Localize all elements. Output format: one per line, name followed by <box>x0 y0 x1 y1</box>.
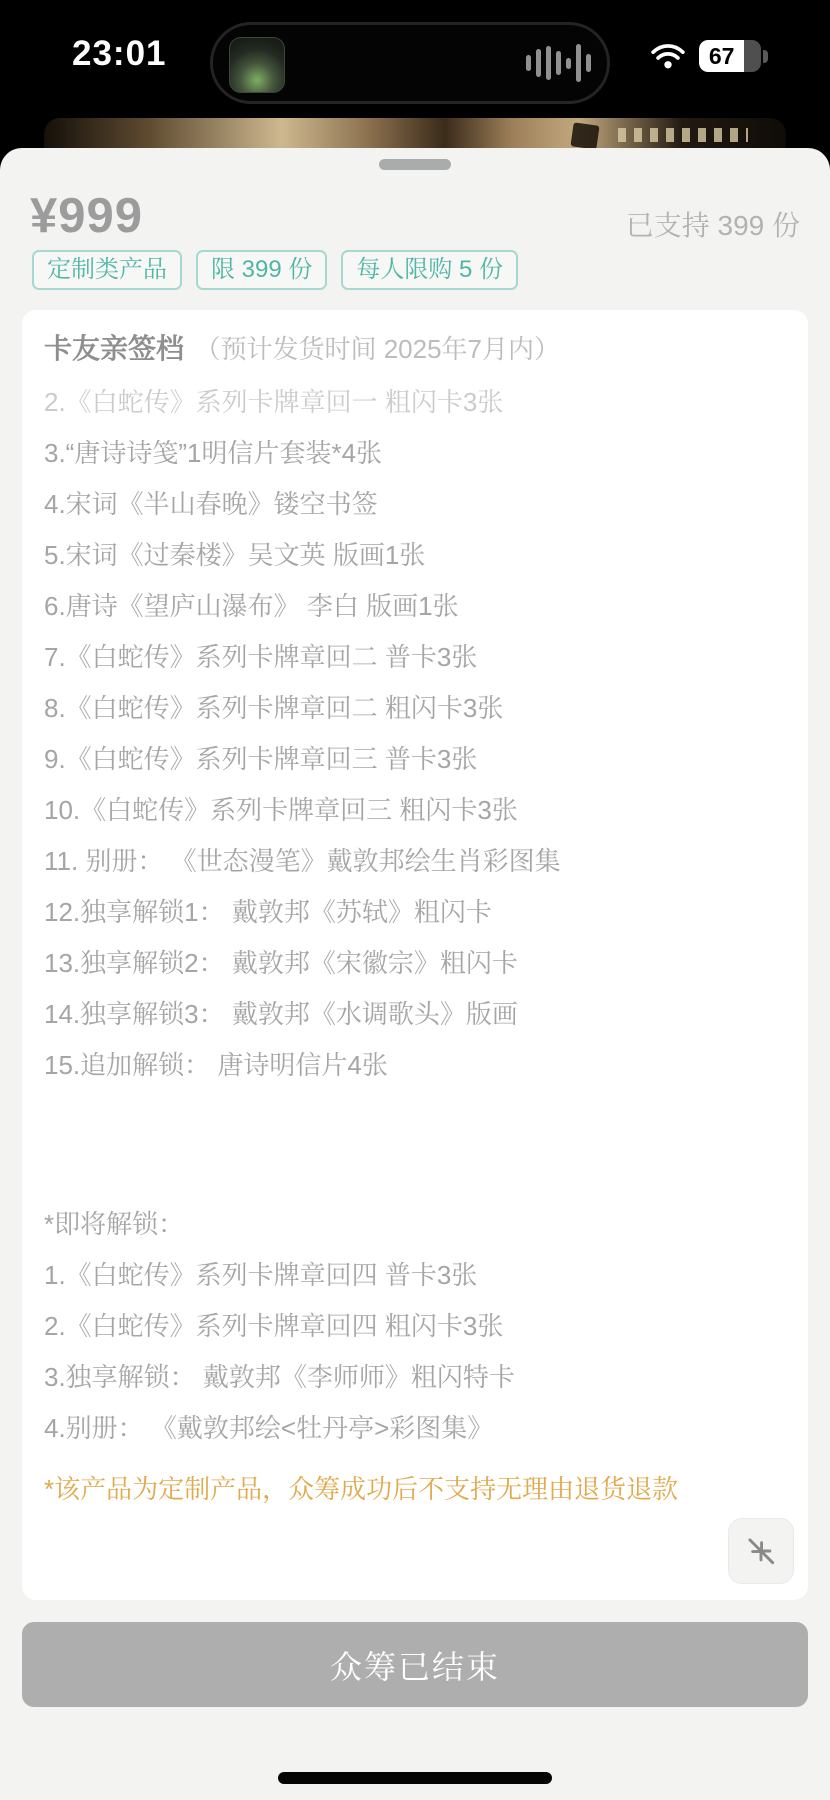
home-indicator[interactable] <box>278 1772 552 1784</box>
list-item: 7.《白蛇传》系列卡牌章回二 普卡3张 <box>44 642 478 672</box>
tag-limit-per-person: 每人限购 5 份 <box>341 250 518 290</box>
now-playing-thumbnail-icon <box>229 37 285 93</box>
list-item: 15.追加解锁： 唐诗明信片4张 <box>44 1050 388 1080</box>
tier-detail-card[interactable] <box>22 310 808 1600</box>
seal-mark <box>570 122 599 149</box>
upcoming-item: 2.《白蛇传》系列卡牌章回四 粗闪卡3张 <box>44 1311 504 1341</box>
upcoming-item: 3.独享解锁： 戴敦邦《李师师》粗闪特卡 <box>44 1362 515 1392</box>
price-row <box>30 190 800 244</box>
list-item: 10.《白蛇传》系列卡牌章回三 粗闪卡3张 <box>44 795 518 825</box>
tier-name: 卡友亲签档 <box>44 333 185 364</box>
supported-count: 已支持 399 份 <box>625 210 800 241</box>
crowdfunding-ended-button[interactable]: 众筹已结束 <box>22 1622 808 1707</box>
status-bar <box>0 0 830 118</box>
clock: 23:01 <box>72 34 167 73</box>
audio-waveform-icon <box>526 25 591 101</box>
list-item: 14.独享解锁3： 戴敦邦《水调歌头》版画 <box>44 999 518 1029</box>
upcoming-unlock-label: *即将解锁： <box>44 1209 185 1239</box>
tag-custom-product: 定制类产品 <box>32 250 182 290</box>
signature-mark <box>618 128 748 142</box>
list-item: 4.宋词《半山春晚》镂空书签 <box>44 489 378 519</box>
list-item: 3.“唐诗诗笺”1明信片套装*4张 <box>44 438 383 468</box>
tier-header <box>44 326 786 377</box>
product-options-sheet <box>0 148 830 1800</box>
list-item: 9.《白蛇传》系列卡牌章回三 普卡3张 <box>44 744 478 774</box>
collapse-icon <box>741 1531 781 1571</box>
list-item: 2.《白蛇传》系列卡牌章回一 粗闪卡3张 <box>44 387 504 417</box>
list-item: 6.唐诗《望庐山瀑布》 李白 版画1张 <box>44 591 459 621</box>
price: ¥999 <box>30 189 144 243</box>
battery-percent: 67 <box>708 42 735 69</box>
spacer <box>44 1091 786 1199</box>
list-item: 13.独享解锁2： 戴敦邦《宋徽宗》粗闪卡 <box>44 948 518 978</box>
tag-limit-total: 限 399 份 <box>196 250 327 290</box>
list-item: 8.《白蛇传》系列卡牌章回二 粗闪卡3张 <box>44 693 504 723</box>
upcoming-item: 4.别册： 《戴敦邦绘<牡丹亭>彩图集》 <box>44 1413 494 1443</box>
dynamic-island[interactable] <box>210 22 610 104</box>
list-item: 12.独享解锁1： 戴敦邦《苏轼》粗闪卡 <box>44 897 492 927</box>
list-item: 5.宋词《过秦楼》吴文英 版画1张 <box>44 540 426 570</box>
list-item: 11. 别册： 《世态漫笔》戴敦邦绘生肖彩图集 <box>44 846 561 876</box>
collapse-button[interactable] <box>728 1518 794 1584</box>
no-refund-disclaimer: *该产品为定制产品，众筹成功后不支持无理由退货退款 <box>44 1474 679 1504</box>
battery-icon <box>699 40 768 72</box>
upcoming-item: 1.《白蛇传》系列卡牌章回四 普卡3张 <box>44 1260 478 1290</box>
tag-row <box>32 250 518 290</box>
shipping-note: （预计发货时间 2025年7月内） <box>194 334 560 364</box>
drag-handle[interactable] <box>379 159 451 170</box>
wifi-icon <box>651 43 685 69</box>
